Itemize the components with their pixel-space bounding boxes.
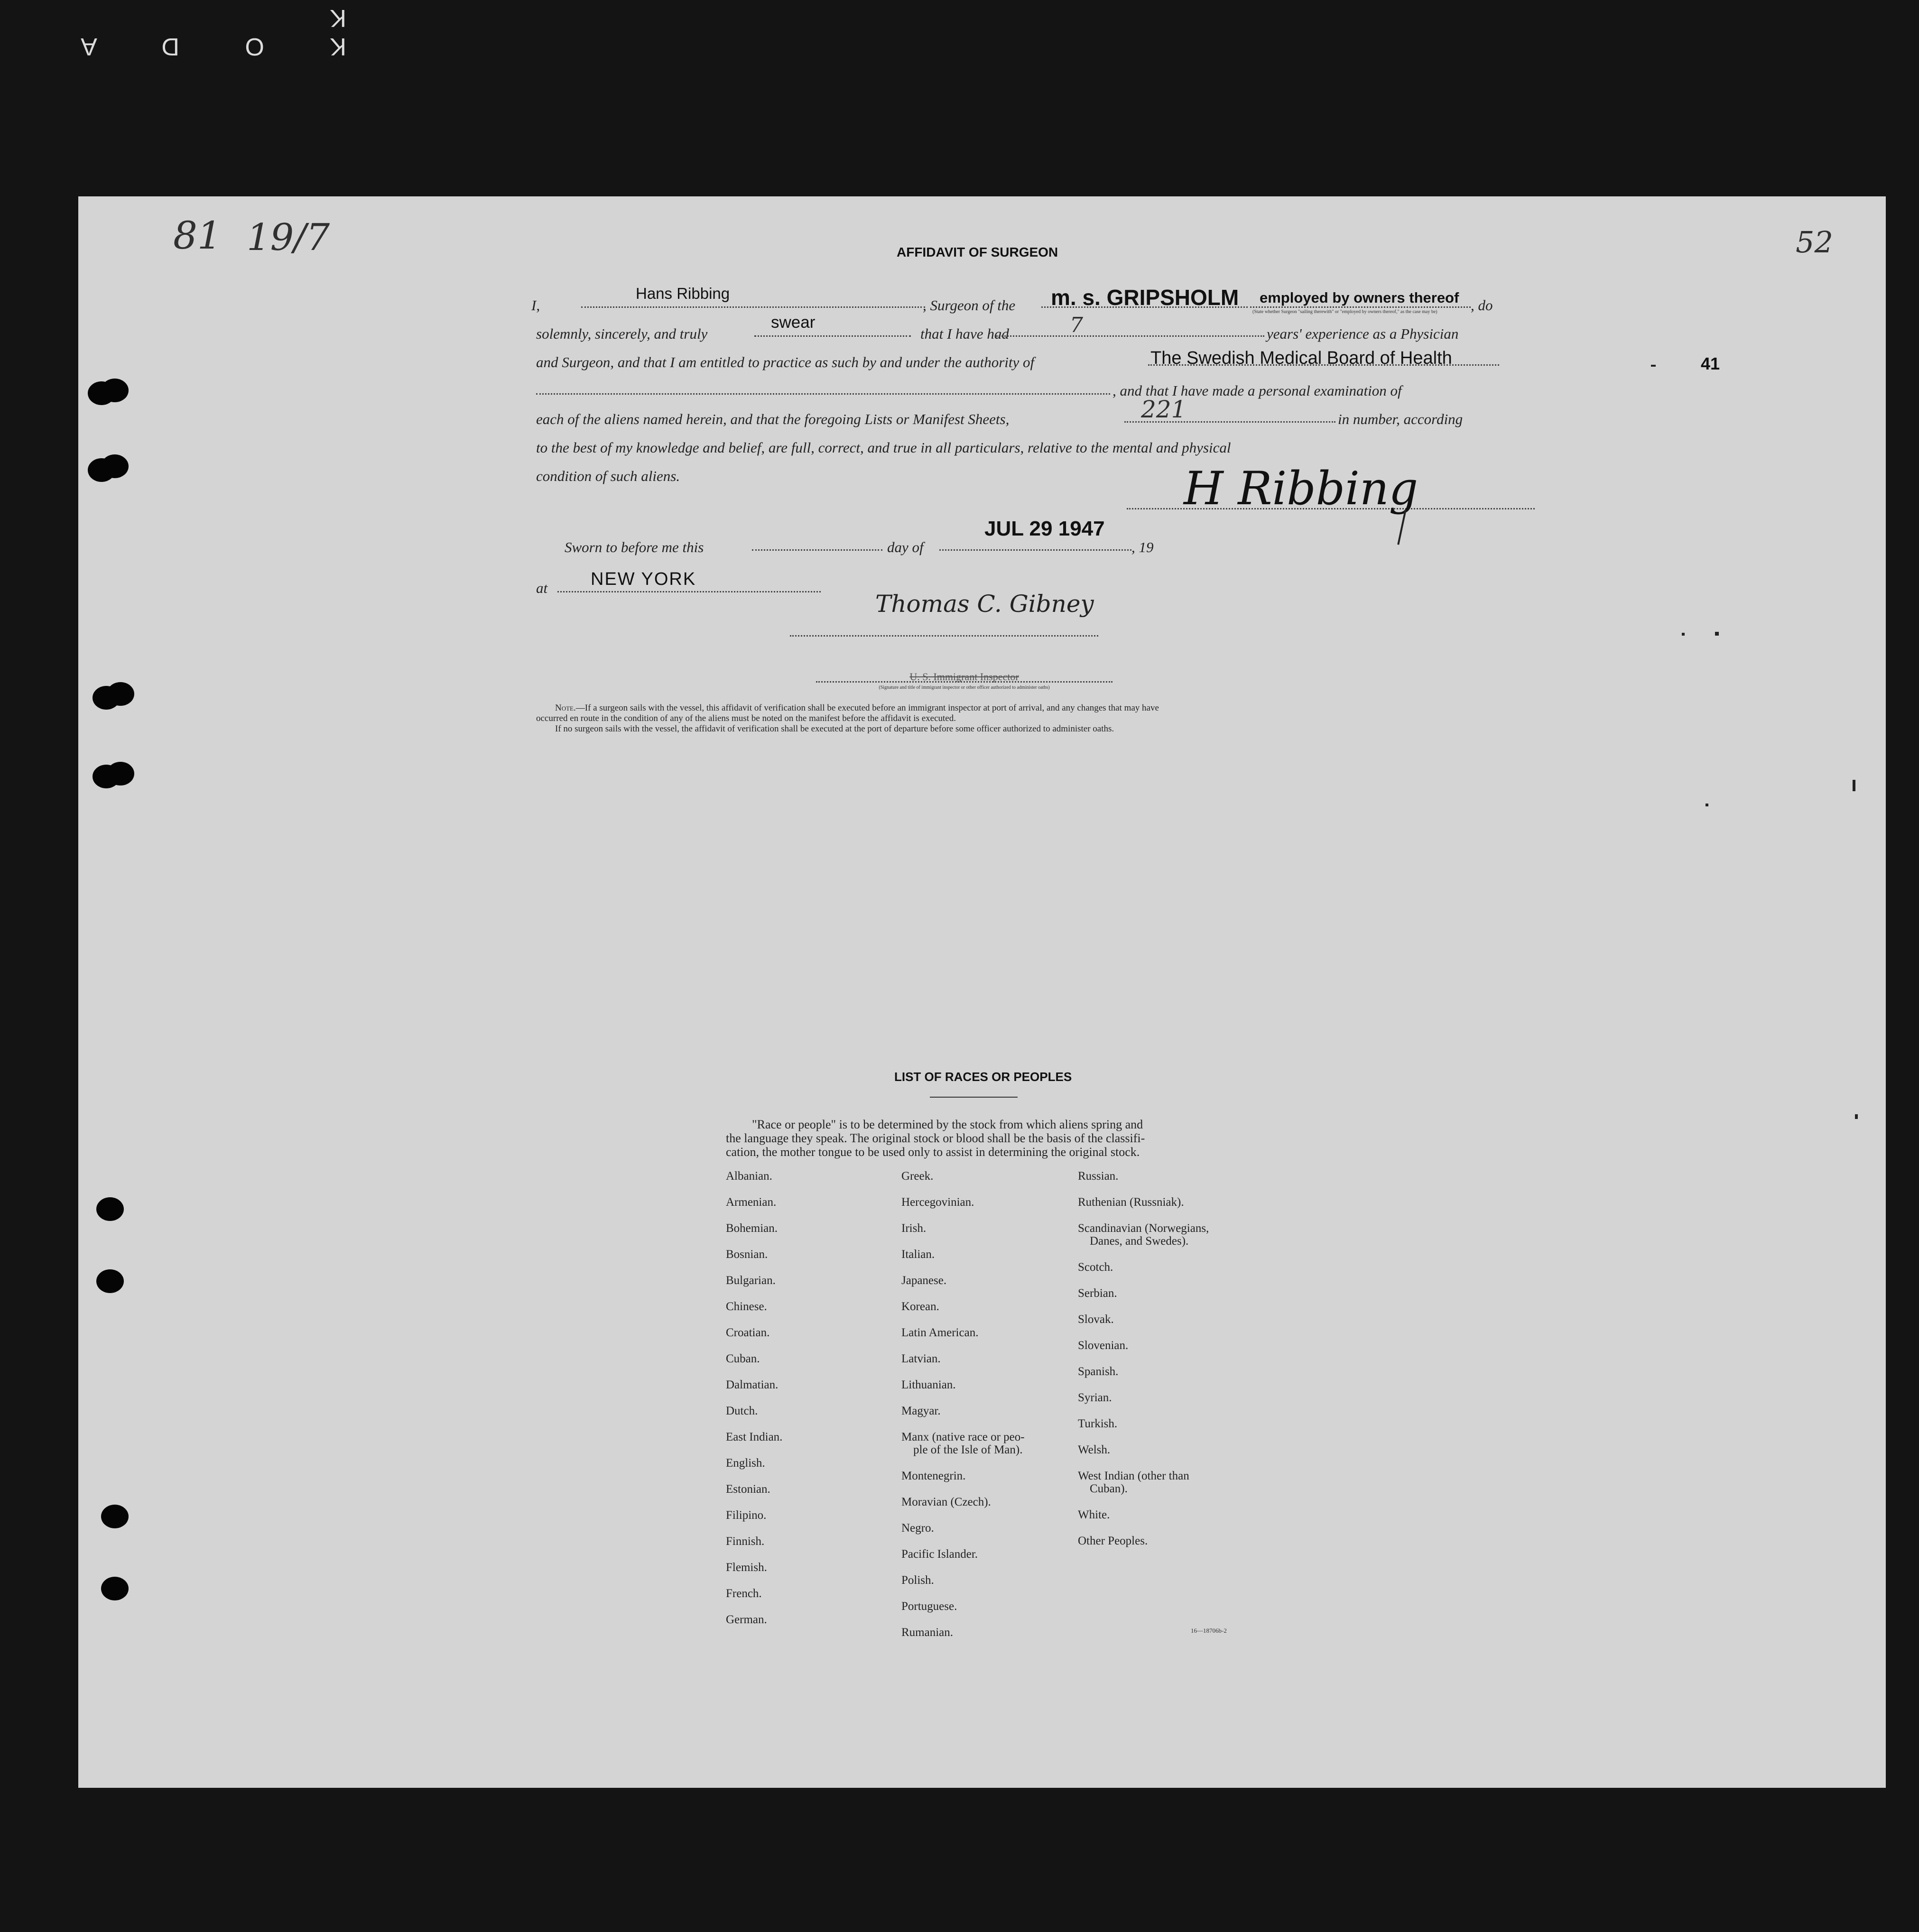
- oath-word: swear: [771, 313, 816, 332]
- race-item: Other Peoples.: [1078, 1535, 1148, 1547]
- race-item: Serbian.: [1078, 1287, 1117, 1300]
- punch-hole: [96, 1269, 124, 1293]
- line6: to the best of my knowledge and belief, are full, correct, and true in all particulars, relative to the mental and physical: [536, 439, 1231, 456]
- race-item: Bohemian.: [726, 1222, 778, 1235]
- race-item: Albanian.: [726, 1170, 772, 1183]
- line1-suffix: , do: [1471, 297, 1493, 314]
- employment-note: (State whether Surgeon "sailing therewith" or "employed by owners thereof," as the case may be): [1252, 309, 1437, 314]
- oath-blank: [754, 335, 911, 337]
- side-number: 41: [1701, 354, 1720, 373]
- speck: [1706, 804, 1708, 806]
- form-number: 16—18706b-2: [1191, 1627, 1227, 1634]
- race-item: German.: [726, 1613, 767, 1626]
- punch-hole: [101, 1505, 129, 1528]
- speck: [1715, 632, 1719, 636]
- race-item: Rumanian.: [901, 1626, 954, 1639]
- races-title: LIST OF RACES OR PEOPLES: [894, 1070, 1072, 1084]
- race-item: Polish.: [901, 1574, 934, 1587]
- line1-prefix: I,: [531, 297, 540, 314]
- place-name: NEW YORK: [591, 569, 696, 589]
- race-item-continuation: Danes, and Swedes).: [1090, 1235, 1189, 1248]
- punch-hole: [101, 1577, 129, 1600]
- races-intro-line-1: "Race or people" is to be determined by the stock from which aliens spring and: [752, 1118, 1143, 1131]
- race-item: Croatian.: [726, 1326, 770, 1339]
- race-item: Turkish.: [1078, 1417, 1118, 1430]
- race-item: Flemish.: [726, 1561, 767, 1574]
- note-line-2: occurred en route in the condition of any of the aliens must be noted on the manifest before the affidavit is executed.: [536, 713, 956, 723]
- race-item: Estonian.: [726, 1483, 770, 1496]
- race-item: Manx (native race or peo-: [901, 1431, 1025, 1443]
- race-item: Portuguese.: [901, 1600, 957, 1613]
- race-item: Chinese.: [726, 1300, 767, 1313]
- speck: [1853, 780, 1855, 791]
- race-item: Spanish.: [1078, 1365, 1119, 1378]
- race-item: Scandinavian (Norwegians,: [1078, 1222, 1209, 1235]
- race-item: Russian.: [1078, 1170, 1119, 1183]
- sworn-prefix: Sworn to before me this: [565, 539, 704, 555]
- race-item: Slovak.: [1078, 1313, 1114, 1326]
- surgeon-signature: H Ribbing: [1184, 462, 1418, 515]
- employment-status: employed by owners thereof: [1260, 289, 1459, 306]
- at-prefix: at: [536, 580, 548, 596]
- race-item: Moravian (Czech).: [901, 1496, 991, 1508]
- races-intro-line-3: cation, the mother tongue to be used only to assist in determining the original stock.: [726, 1145, 1140, 1159]
- race-item: White.: [1078, 1508, 1110, 1521]
- authority-continuation-blank: [536, 393, 1110, 395]
- sheets-count: 221: [1141, 396, 1187, 423]
- race-item: Welsh.: [1078, 1443, 1111, 1456]
- race-item: Irish.: [901, 1222, 927, 1235]
- note-line-3: If no surgeon sails with the vessel, the affidavit of verification shall be executed at the port of departure before some officer authorized to administer oaths.: [555, 724, 1114, 734]
- race-item: Montenegrin.: [901, 1470, 966, 1482]
- race-item: Korean.: [901, 1300, 939, 1313]
- line5-suffix: in number, according: [1338, 411, 1463, 427]
- punch-hole: [101, 454, 129, 478]
- inspector-title-line: [816, 681, 1112, 683]
- line3-prefix: and Surgeon, and that I am entitled to practice as such by and under the authority of: [536, 354, 1035, 370]
- punch-hole: [107, 682, 134, 706]
- kodak-film-edge: K O D A K: [53, 4, 346, 60]
- race-item: Slovenian.: [1078, 1339, 1129, 1352]
- race-item: Greek.: [901, 1170, 934, 1183]
- race-item: Syrian.: [1078, 1391, 1112, 1404]
- employment-blank: [1250, 306, 1471, 308]
- authority-name: The Swedish Medical Board of Health: [1150, 348, 1452, 368]
- punch-hole: [107, 762, 134, 786]
- date-stamp: JUL 29 1947: [984, 517, 1105, 540]
- race-item: Bulgarian.: [726, 1274, 776, 1287]
- race-item-continuation: Cuban).: [1090, 1482, 1128, 1495]
- note-label: Note.: [555, 703, 576, 713]
- inspector-signature: Thomas C. Gibney: [875, 590, 1094, 618]
- race-item: East Indian.: [726, 1431, 783, 1443]
- race-item: Filipino.: [726, 1509, 767, 1522]
- race-item: Hercegovinian.: [901, 1196, 974, 1209]
- races-intro: [726, 1118, 1343, 1159]
- manifest-sheet: [78, 196, 1886, 1788]
- race-item: Dalmatian.: [726, 1378, 779, 1391]
- affidavit-note: [536, 703, 1504, 734]
- race-item: Italian.: [901, 1248, 935, 1261]
- line2-prefix: solemnly, sincerely, and truly: [536, 325, 708, 342]
- surgeon-name: Hans Ribbing: [636, 285, 730, 302]
- punch-hole: [96, 1197, 124, 1221]
- sworn-month-blank: [939, 549, 1131, 551]
- race-item: English.: [726, 1457, 765, 1470]
- note-line-1: —If a surgeon sails with the vessel, this affidavit of verification shall be executed before an immigrant inspector at port of arrival, and any changes that may have: [575, 703, 1159, 713]
- line5-prefix: each of the aliens named herein, and that the foregoing Lists or Manifest Sheets,: [536, 411, 1010, 427]
- race-item: Scotch.: [1078, 1261, 1113, 1274]
- affidavit-title: AFFIDAVIT OF SURGEON: [897, 245, 1058, 259]
- margin-mark-aux: 81: [173, 213, 222, 258]
- line2-middle: that I have had: [920, 325, 1009, 342]
- margin-mark-number: 19/7: [247, 216, 330, 259]
- race-item: Pacific Islander.: [901, 1548, 978, 1561]
- race-item: French.: [726, 1587, 762, 1600]
- sworn-day-blank: [752, 549, 882, 551]
- name-blank: [581, 306, 925, 308]
- race-item: West Indian (other than: [1078, 1470, 1189, 1482]
- race-item: Japanese.: [901, 1274, 947, 1287]
- years-blank: [996, 335, 1264, 337]
- race-item: Negro.: [901, 1522, 934, 1535]
- race-item: Armenian.: [726, 1196, 777, 1209]
- race-item: Lithuanian.: [901, 1378, 956, 1391]
- sworn-year-prefix: , 19: [1131, 539, 1154, 555]
- line4-suffix: , and that I have made a personal examination of: [1112, 382, 1402, 399]
- line1-middle: , Surgeon of the: [923, 297, 1016, 314]
- races-intro-line-2: the language they speak. The original stock or blood shall be the basis of the classifi-: [726, 1131, 1145, 1145]
- margin-tick: [1651, 365, 1656, 367]
- place-blank: [557, 591, 821, 592]
- race-item: Bosnian.: [726, 1248, 768, 1261]
- race-item: Latvian.: [901, 1352, 941, 1365]
- page-number-mark: 52: [1796, 225, 1833, 259]
- speck: [1855, 1114, 1858, 1119]
- race-item: Finnish.: [726, 1535, 765, 1548]
- race-item: Magyar.: [901, 1405, 941, 1417]
- races-title-rule: [930, 1097, 1018, 1098]
- line7: condition of such aliens.: [536, 468, 680, 484]
- inspector-signature-line: [790, 635, 1098, 637]
- inspector-title: U. S. Immigrant Inspector: [909, 671, 1019, 683]
- punch-hole: [101, 379, 129, 402]
- inspector-caption: (Signature and title of immigrant inspector or other officer authorized to administer oaths): [879, 685, 1050, 690]
- speck: [1682, 633, 1685, 636]
- race-item: Ruthenian (Russniak).: [1078, 1196, 1184, 1209]
- sworn-day-label: day of: [887, 539, 924, 555]
- race-item: Dutch.: [726, 1405, 758, 1417]
- years-value: 7: [1070, 313, 1083, 337]
- race-item: Latin American.: [901, 1326, 979, 1339]
- line2-suffix: years' experience as a Physician: [1267, 325, 1459, 342]
- race-item-continuation: ple of the Isle of Man).: [913, 1443, 1023, 1456]
- race-item: Cuban.: [726, 1352, 760, 1365]
- vessel-name: m. s. GRIPSHOLM: [1051, 285, 1239, 310]
